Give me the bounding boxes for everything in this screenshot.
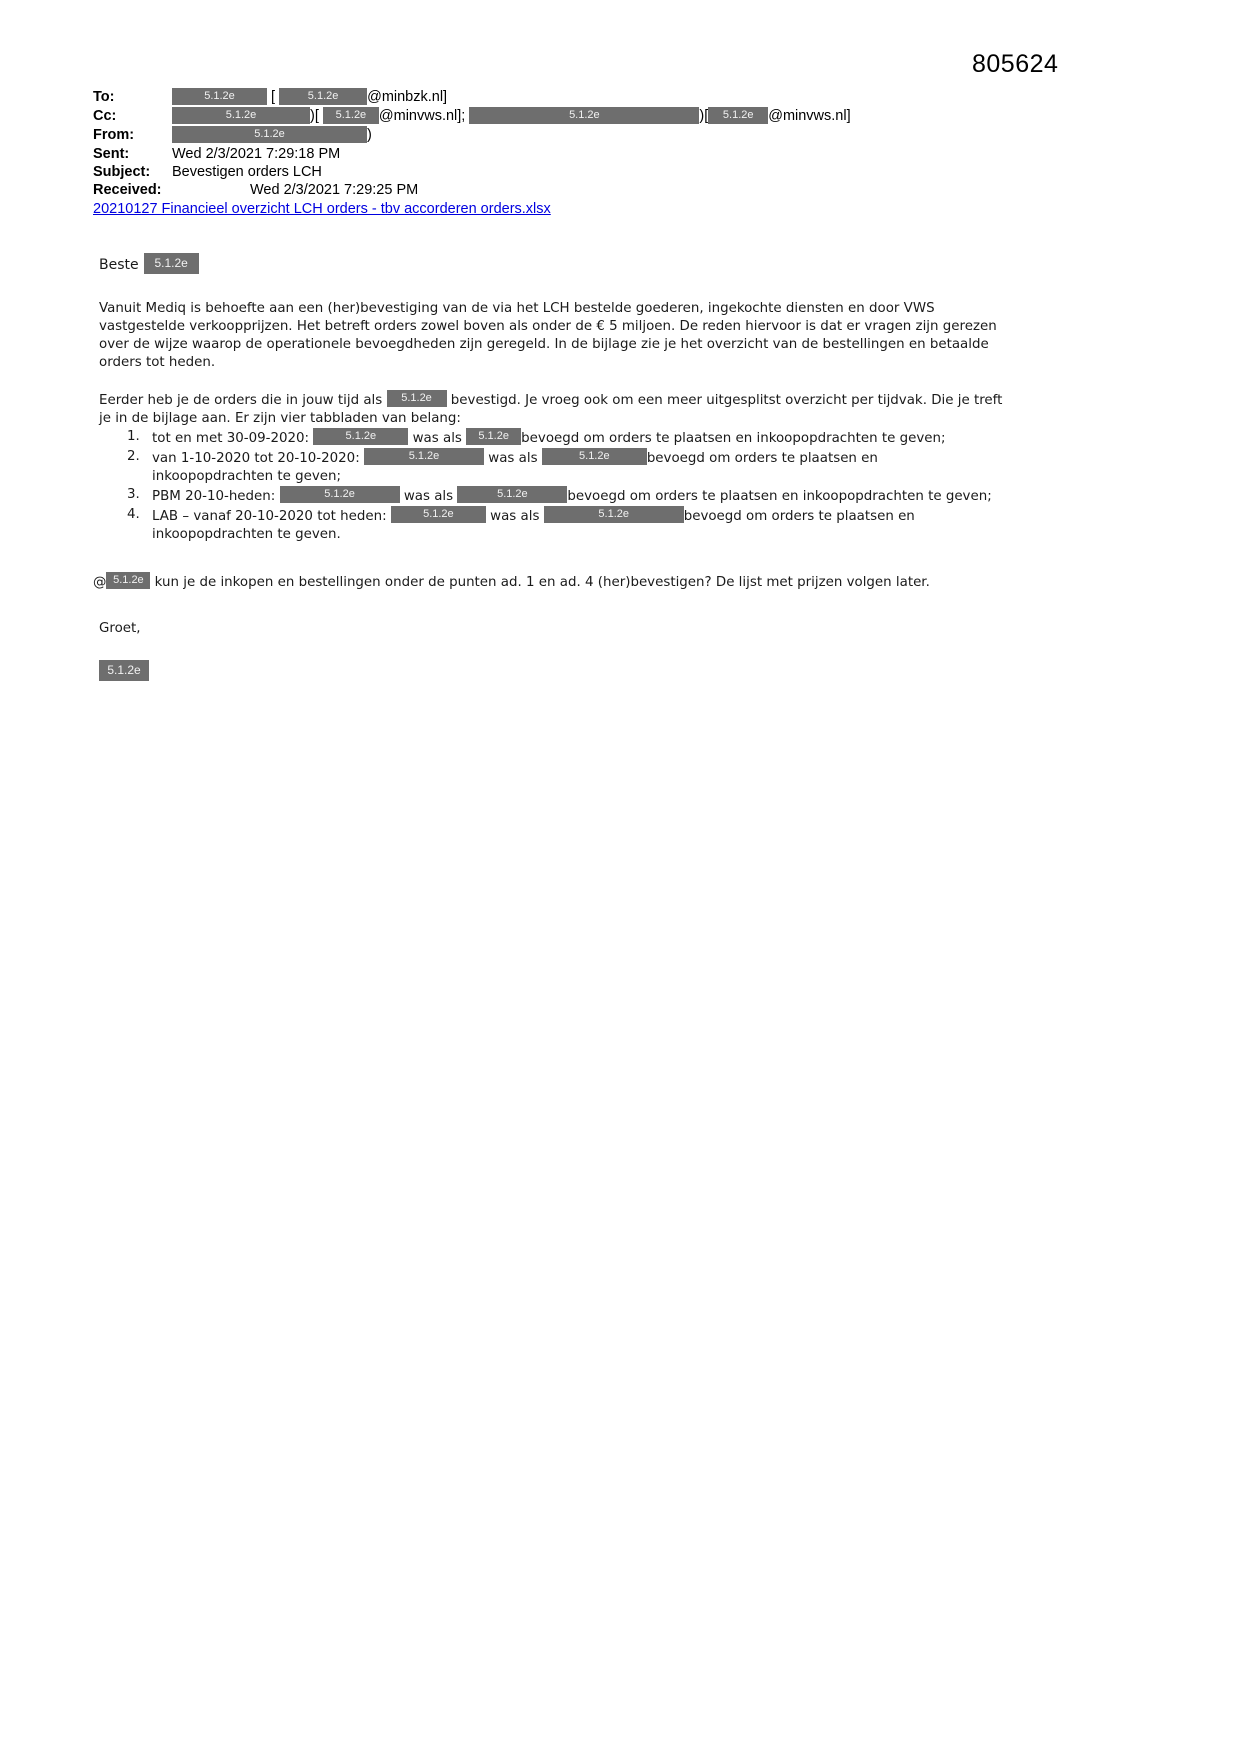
paragraph-intro: Vanuit Mediq is behoefte aan een (her)bevestiging van de via het LCH bestelde goederen, ingekochte diensten en door VWS vastgestelde verkoopprijzen. Het betreft orders zowel boven als onder de € 5 miljoen. De reden hiervoor is dat er vragen zijn gerezen over de wijze waarop de operationele bevoegdheden zijn geregeld. In de bijlage zie je het overzicht van de bestellingen en betaalde orders tot heden. bbox=[99, 301, 997, 370]
redaction-cc-address-2: 5.1.2e bbox=[708, 107, 768, 124]
email-body bbox=[93, 253, 1015, 682]
list-number-2: 2. bbox=[127, 449, 140, 464]
redaction-cc-address-1: 5.1.2e bbox=[323, 107, 379, 124]
redaction-role: 5.1.2e bbox=[387, 390, 447, 407]
closing-line: Groet, bbox=[99, 621, 141, 636]
list-item-4-middle: was als bbox=[490, 509, 540, 524]
to-open-bracket: [ bbox=[271, 89, 276, 105]
list-item-1-after: bevoegd om orders te plaatsen en inkoopopdrachten te geven; bbox=[521, 431, 946, 446]
cc-label: Cc: bbox=[93, 108, 117, 124]
redaction-person-3a: 5.1.2e bbox=[280, 486, 400, 503]
header-row-received bbox=[93, 181, 1019, 199]
redaction-person-4a: 5.1.2e bbox=[391, 506, 486, 523]
redaction-signature-name: 5.1.2e bbox=[99, 660, 149, 681]
paragraph-overview-before: Eerder heb je de orders die in jouw tijd als bbox=[99, 393, 383, 408]
list-item-3-after: bevoegd om orders te plaatsen en inkoopopdrachten te geven; bbox=[567, 489, 992, 504]
signature-line bbox=[99, 660, 1015, 682]
received-label: Received: bbox=[93, 182, 162, 198]
mention-line bbox=[93, 572, 1015, 592]
list-number-3: 3. bbox=[127, 487, 140, 502]
list-item-4 bbox=[93, 506, 998, 544]
from-label: From: bbox=[93, 127, 135, 143]
list-item-2-after: bevoegd om orders te plaatsen en inkoopopdrachten te geven; bbox=[152, 451, 878, 484]
subject-label: Subject: bbox=[93, 164, 151, 180]
redaction-to-address: 5.1.2e bbox=[279, 88, 367, 105]
header-row-subject bbox=[93, 163, 1019, 181]
header-row-to bbox=[93, 88, 1019, 107]
list-item-2-before: van 1-10-2020 tot 20-10-2020: bbox=[152, 451, 360, 466]
redaction-person-2a: 5.1.2e bbox=[364, 448, 484, 465]
paragraph-overview bbox=[99, 390, 1015, 428]
redaction-greeting-name: 5.1.2e bbox=[144, 253, 199, 274]
redaction-from-name: 5.1.2e bbox=[172, 126, 367, 143]
list-item-4-before: LAB – vanaf 20-10-2020 tot heden: bbox=[152, 509, 387, 524]
list-item-3-before: PBM 20-10-heden: bbox=[152, 489, 276, 504]
list-number-1: 1. bbox=[127, 429, 140, 444]
sent-label: Sent: bbox=[93, 146, 130, 162]
redaction-person-1a: 5.1.2e bbox=[313, 428, 408, 445]
received-value: Wed 2/3/2021 7:29:25 PM bbox=[250, 182, 419, 198]
header-row-from bbox=[93, 126, 1019, 145]
to-domain: @minbzk.nl] bbox=[367, 89, 448, 105]
redaction-person-2b: 5.1.2e bbox=[542, 448, 647, 465]
greeting-line bbox=[99, 253, 1015, 274]
to-label: To: bbox=[93, 89, 115, 105]
list-item-1-middle: was als bbox=[412, 431, 462, 446]
document-number: 805624 bbox=[972, 50, 1059, 78]
redaction-to-name: 5.1.2e bbox=[172, 88, 267, 105]
list-item-1-before: tot en met 30-09-2020: bbox=[152, 431, 310, 446]
from-close-paren: ) bbox=[367, 127, 372, 143]
redaction-cc-name-2: 5.1.2e bbox=[469, 107, 699, 124]
sent-value: Wed 2/3/2021 7:29:18 PM bbox=[172, 146, 341, 162]
mention-text: kun je de inkopen en bestellingen onder de punten ad. 1 en ad. 4 (her)bevestigen? De lijst met prijzen volgen later. bbox=[154, 575, 930, 590]
header-row-cc bbox=[93, 107, 1019, 126]
paragraph-overview-after: bevestigd. Je vroeg ook om een meer uitgesplitst overzicht per tijdvak. Die je treft je in de bijlage aan. Er zijn vier tabbladen van belang: bbox=[99, 393, 1003, 426]
attachment-link[interactable]: 20210127 Financieel overzicht LCH orders - tbv accorderen orders.xlsx bbox=[93, 201, 551, 217]
redaction-mention-name: 5.1.2e bbox=[106, 572, 150, 589]
list-item-3-middle: was als bbox=[403, 489, 454, 504]
email-header bbox=[93, 88, 1019, 219]
attachment-row bbox=[93, 199, 1019, 219]
list-number-4: 4. bbox=[127, 507, 140, 522]
redaction-person-1b: 5.1.2e bbox=[466, 428, 521, 445]
subject-value: Bevestigen orders LCH bbox=[172, 164, 322, 180]
email-document bbox=[93, 88, 1019, 682]
greeting-text: Beste bbox=[99, 257, 139, 273]
list-item-2-middle: was als bbox=[488, 451, 538, 466]
mention-at-sign: @ bbox=[93, 575, 107, 590]
cc-domain-2: @minvws.nl] bbox=[768, 108, 851, 124]
tab-list bbox=[93, 428, 1015, 544]
header-row-sent bbox=[93, 145, 1019, 163]
redaction-person-3b: 5.1.2e bbox=[457, 486, 567, 503]
redaction-person-4b: 5.1.2e bbox=[544, 506, 684, 523]
cc-separator-1: )[ bbox=[310, 108, 319, 124]
list-item-4-after: bevoegd om orders te plaatsen en inkoopopdrachten te geven. bbox=[152, 509, 915, 542]
list-item-1 bbox=[93, 428, 998, 448]
list-item-3 bbox=[93, 486, 998, 506]
list-item-2 bbox=[93, 448, 998, 486]
redaction-cc-name-1: 5.1.2e bbox=[172, 107, 310, 124]
cc-separator-2: )[ bbox=[699, 108, 709, 124]
cc-domain-1: @minvws.nl]; bbox=[378, 108, 466, 124]
